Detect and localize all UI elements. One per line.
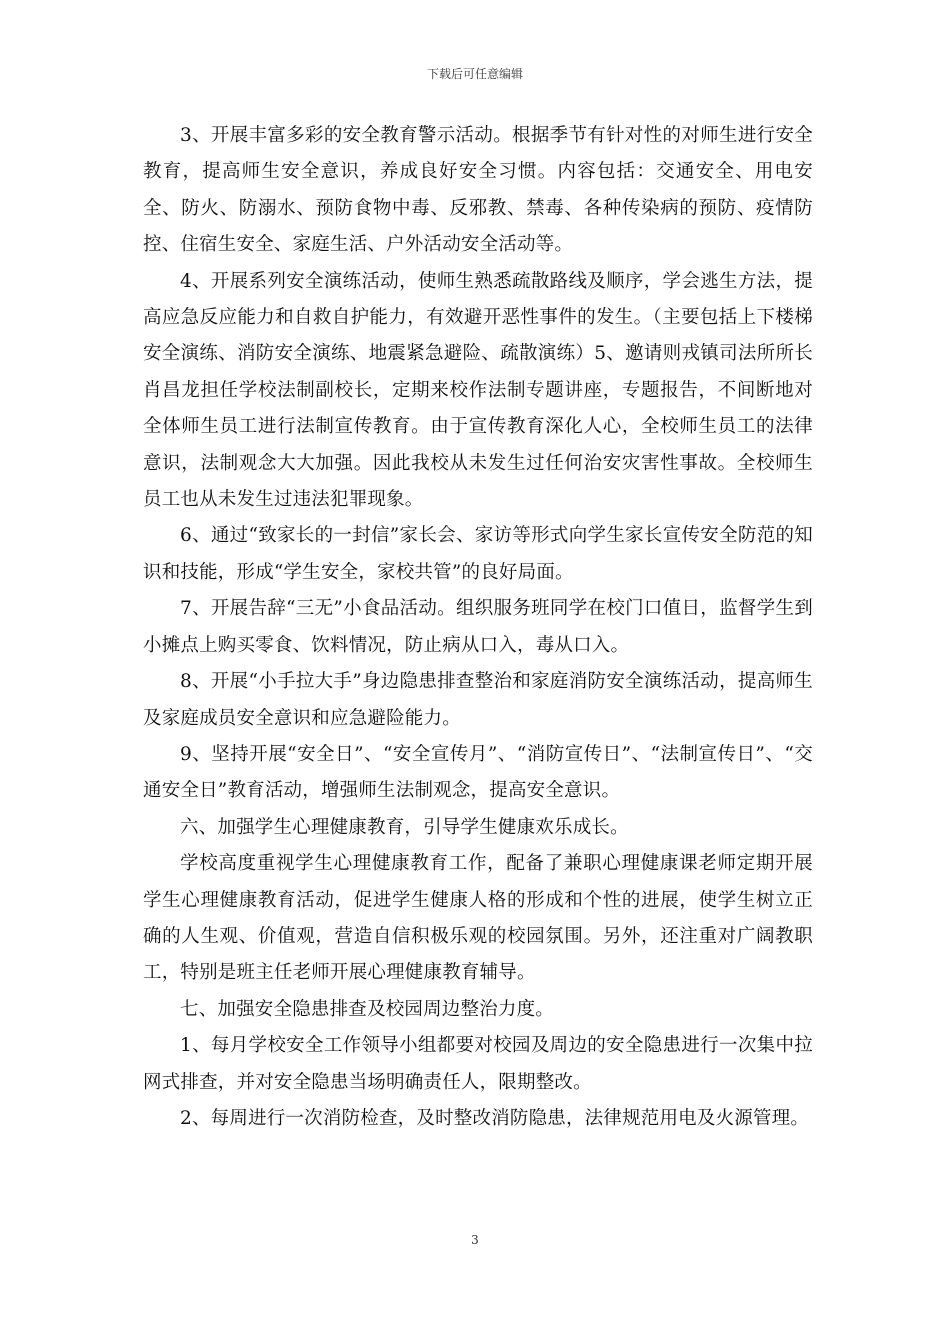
paragraph-mental-health: 学校高度重视学生心理健康教育工作，配备了兼职心理健康课老师定期开展学生心理健康教育活动，促进学生健康人格的形成和个性的进展，使学生树立正确的人生观、价值观，营造自信积极乐观的校园氛围。另外，还注重对广阔教职工，特别是班主任老师开展心理健康教育辅导。 <box>143 853 813 984</box>
paragraph-item-8: 8、开展“小手拉大手”身边隐患排查整治和家庭消防安全演练活动，提高师生及家庭成员安全意识和应急避险能力。 <box>143 671 813 729</box>
paragraph-item-9: 9、坚持开展“安全日”、“安全宣传月”、“消防宣传日”、“法制宣传日”、“交通安全日”教育活动，增强师生法制观念，提高安全意识。 <box>143 743 813 802</box>
paragraph-item-3: 3、开展丰富多彩的安全教育警示活动。根据季节有针对性的对师生进行安全教育，提高师生安全意识，养成良好安全习惯。内容包括：交通安全、用电安全、防火、防溺水、预防食物中毒、反邪教、禁毒、各种传染病的预防、疫情防控、住宿生安全、家庭生活、户外活动安全活动等。 <box>143 125 813 256</box>
page-number: 3 <box>471 1233 479 1247</box>
page-header: 下载后可任意编辑 <box>426 67 523 81</box>
paragraph-item-1: 1、每月学校安全工作领导小组都要对校园及周边的安全隐患进行一次集中拉网式排查，并对安全隐患当场明确责任人，限期整改。 <box>143 1035 813 1093</box>
section-heading-7: 七、加强安全隐患排查及校园周边整治力度。 <box>180 998 555 1020</box>
paragraph-item-2: 2、每周进行一次消防检查，及时整改消防隐患，法律规范用电及火源管理。 <box>180 1107 810 1129</box>
section-heading-6: 六、加强学生心理健康教育，引导学生健康欢乐成长。 <box>180 816 629 838</box>
paragraph-item-7: 7、开展告辞“三无”小食品活动。组织服务班同学在校门口值日，监督学生到小摊点上购买零食、饮料情况，防止病从口入，毒从口入。 <box>143 598 813 656</box>
document-body <box>143 118 813 1137</box>
paragraph-item-4-5: 4、开展系列安全演练活动，使师生熟悉疏散路线及顺序，学会逃生方法，提高应急反应能力和自救自护能力，有效避开恶性事件的发生。（主要包括上下楼梯安全演练、消防安全演练、地震紧急避险、疏散演练）5、邀请则戎镇司法所所长肖昌龙担任学校法制副校长，定期来校作法制专题讲座，专题报告，不间断地对全体师生员工进行法制宣传教育。由于宣传教育深化人心，全校师生员工的法律意识，法制观念大大加强。因此我校从未发生过任何治安灾害性事故。全校师生员工也从未发生过违法犯罪现象。 <box>143 270 813 511</box>
paragraph-item-6: 6、通过“致家长的一封信”家长会、家访等形式向学生家长宣传安全防范的知识和技能，形成“学生安全，家校共管”的良好局面。 <box>143 525 813 583</box>
